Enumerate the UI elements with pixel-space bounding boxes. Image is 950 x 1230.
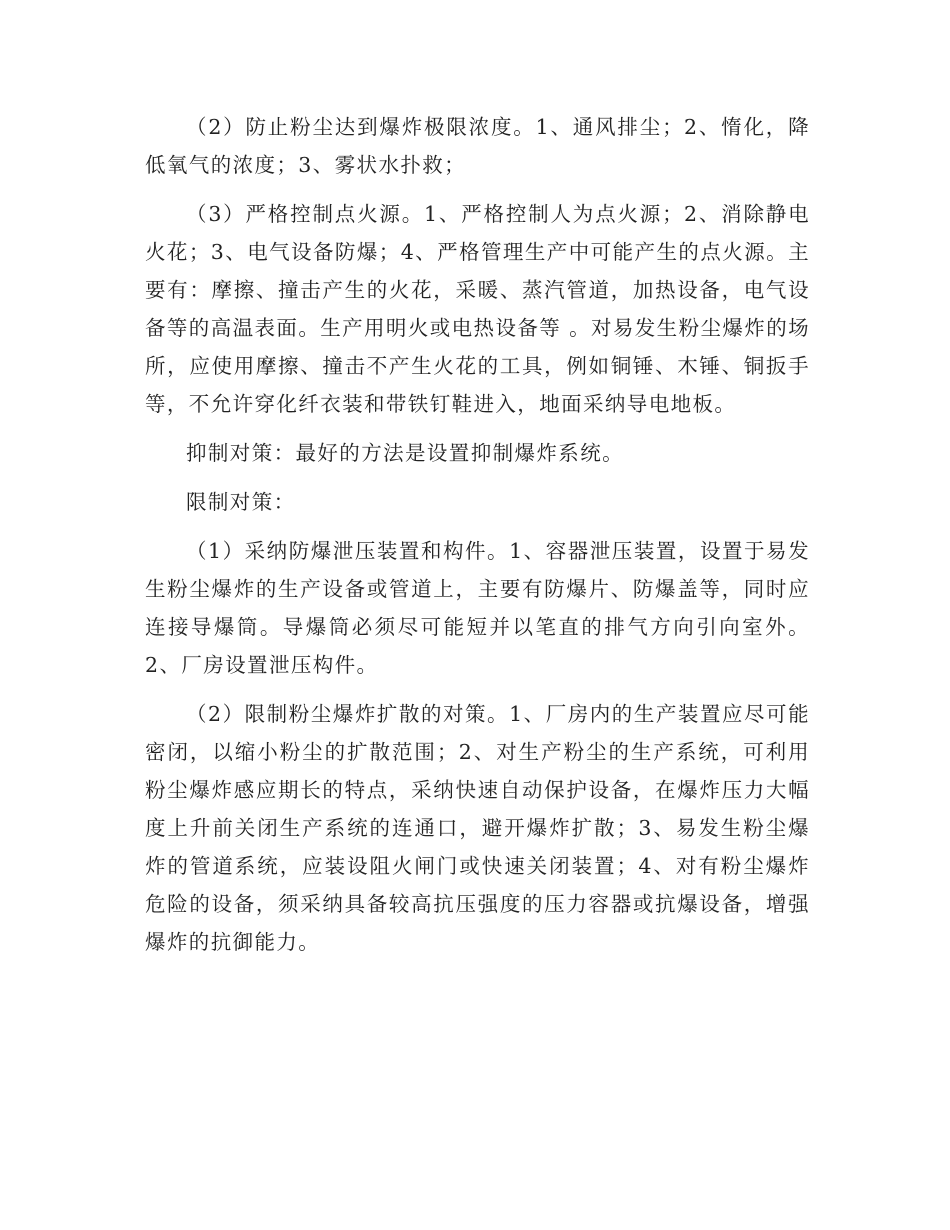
paragraph-ignition-control: （3）严格控制点火源。1、严格控制人为点火源；2、消除静电火花；3、电气设备防爆；4、严格管理生产中可能产生的点火源。主要有：摩擦、撞击产生的火花，采暖、蒸汽管道，加热设备，电气设备等的高温表面。生产用明火或电热设备等 。对易发生粉尘爆炸的场所，应使用摩擦、撞击不产生火花的工具，例如铜锤、木锤、铜扳手等，不允许穿化纤衣装和带铁钉鞋进入，地面采纳导电地板。 (145, 202, 810, 416)
paragraph-dust-concentration: （2）防止粉尘达到爆炸极限浓度。1、通风排尘；2、惰化，降低氧气的浓度；3、雾状水扑救； (145, 115, 810, 177)
document-body (145, 108, 810, 972)
paragraph-pressure-relief: （1）采纳防爆泄压装置和构件。1、容器泄压装置，设置于易发生粉尘爆炸的生产设备或管道上，主要有防爆片、防爆盖等，同时应连接导爆筒。导爆筒必须尽可能短并以笔直的排气方向引向室外。2、厂房设置泄压构件。 (145, 539, 810, 677)
paragraph-suppression: 抑制对策：最好的方法是设置抑制爆炸系统。 (186, 441, 624, 465)
paragraph-limitation-heading: 限制对策： (186, 490, 296, 514)
paragraph-limit-spread: （2）限制粉尘爆炸扩散的对策。1、厂房内的生产装置应尽可能密闭，以缩小粉尘的扩散范围；2、对生产粉尘的生产系统，可利用粉尘爆炸感应期长的特点，采纳快速自动保护设备，在爆炸压力大幅度上升前关闭生产系统的连通口，避开爆炸扩散；3、易发生粉尘爆炸的管道系统，应装设阻火闸门或快速关闭装置；4、对有粉尘爆炸危险的设备，须采纳具备较高抗压强度的压力容器或抗爆设备，增强爆炸的抗御能力。 (145, 702, 810, 954)
